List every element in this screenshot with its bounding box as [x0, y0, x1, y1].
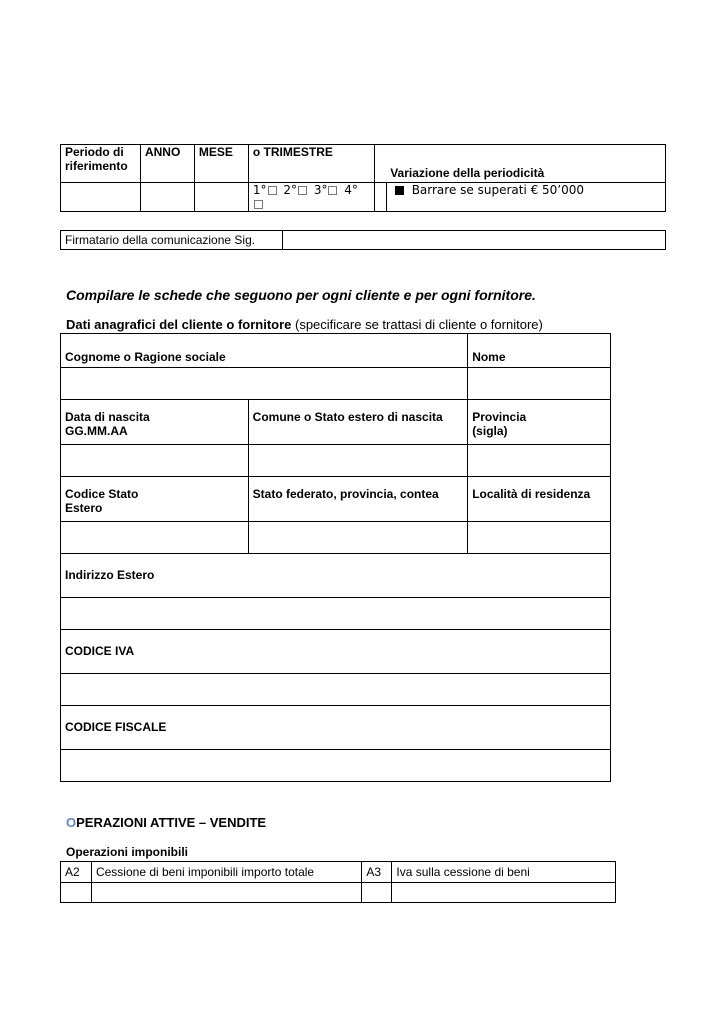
spacer-cell — [374, 145, 386, 183]
codice-stato-field[interactable] — [61, 522, 249, 554]
a2-value-field[interactable] — [91, 883, 361, 903]
indirizzo-field[interactable] — [61, 598, 611, 630]
comune-label: Comune o Stato estero di nascita — [248, 400, 468, 445]
stato-federato-field[interactable] — [248, 522, 468, 554]
anagrafica-title: Dati anagrafici del cliente o fornitore (specificare se trattasi di cliente o fornitore) — [66, 317, 543, 332]
quarter-3[interactable]: 3° — [314, 183, 341, 197]
a3-code-field — [362, 883, 392, 903]
client-table — [60, 333, 611, 782]
comune-field[interactable] — [248, 445, 468, 477]
quarter-options — [248, 183, 374, 212]
anno-header: ANNO — [140, 145, 194, 183]
codice-stato-label: Codice Stato Estero — [61, 477, 249, 522]
codice-fiscale-label: CODICE FISCALE — [61, 706, 611, 750]
a3-code: A3 — [362, 862, 392, 883]
mese-header: MESE — [194, 145, 248, 183]
empty-box-icon — [268, 186, 277, 195]
a2-code-field — [61, 883, 92, 903]
period-label: Periodo di riferimento — [61, 145, 141, 183]
cognome-label: Cognome o Ragione sociale — [61, 334, 468, 368]
period-table — [60, 144, 666, 212]
indirizzo-label: Indirizzo Estero — [61, 554, 611, 598]
quarter-2[interactable]: 2° — [283, 183, 310, 197]
provincia-field[interactable] — [468, 445, 611, 477]
a3-label: Iva sulla cessione di beni — [392, 862, 616, 883]
data-nascita-field[interactable] — [61, 445, 249, 477]
quarter-4[interactable]: 4° — [253, 183, 358, 211]
period-value-cell[interactable] — [61, 183, 141, 212]
cognome-field[interactable] — [61, 368, 468, 400]
operations-table — [60, 861, 616, 903]
operazioni-title: OPERAZIONI ATTIVE – VENDITE — [66, 815, 267, 830]
signer-table — [60, 230, 666, 250]
nome-field[interactable] — [468, 368, 611, 400]
signer-field[interactable] — [282, 231, 665, 250]
variation-title: Variazione della periodicità — [386, 145, 665, 183]
quarter-1[interactable]: 1° — [253, 183, 280, 197]
empty-box-icon — [298, 186, 307, 195]
spacer-cell-2 — [374, 183, 386, 212]
empty-box-icon — [254, 200, 263, 209]
data-nascita-label: Data di nascita GG.MM.AA — [61, 400, 249, 445]
provincia-label: Provincia (sigla) — [468, 400, 611, 445]
a3-value-field[interactable] — [392, 883, 616, 903]
codice-fiscale-field[interactable] — [61, 750, 611, 782]
a2-label: Cessione di beni imponibili importo totale — [91, 862, 361, 883]
anno-value-cell[interactable] — [140, 183, 194, 212]
instructions-heading: Compilare le schede che seguono per ogni cliente e per ogni fornitore. — [66, 287, 536, 303]
codice-iva-label: CODICE IVA — [61, 630, 611, 674]
codice-iva-field[interactable] — [61, 674, 611, 706]
mese-value-cell[interactable] — [194, 183, 248, 212]
signer-label: Firmatario della comunicazione Sig. — [61, 231, 283, 250]
a2-code: A2 — [61, 862, 92, 883]
variation-checkbox-row[interactable]: Barrare se superati € 50’000 — [386, 183, 665, 212]
stato-federato-label: Stato federato, provincia, contea — [248, 477, 468, 522]
checkbox-icon[interactable] — [395, 186, 404, 195]
trimestre-header: o TRIMESTRE — [248, 145, 374, 183]
empty-box-icon — [328, 186, 337, 195]
localita-label: Località di residenza — [468, 477, 611, 522]
operazioni-subtitle: Operazioni imponibili — [66, 845, 189, 859]
localita-field[interactable] — [468, 522, 611, 554]
nome-label: Nome — [468, 334, 611, 368]
